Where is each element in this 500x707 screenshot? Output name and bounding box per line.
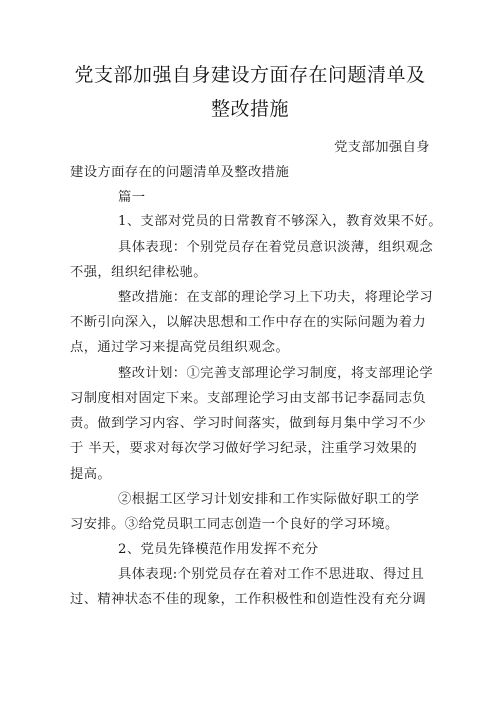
paragraph-line: 不强，组织纪律松驰。 xyxy=(70,265,207,280)
section-label: 篇一 xyxy=(118,190,146,205)
paragraph-line: 具体表现:个别党员存在着对工作不思进取、得过且 xyxy=(118,567,425,582)
paragraph-line: ②根据工区学习计划安排和工作实际做好职工的学 xyxy=(118,492,420,507)
paragraph-line: 提高。 xyxy=(70,467,112,482)
paragraph-line: 点，通过学习来提高党员组织观念。 xyxy=(70,340,290,355)
paragraph-line: 整改措施：在支部的理论学习上下功夫，将理论学习 xyxy=(118,290,434,305)
paragraph-line: 整改计划：①完善支部理论学习制度，将支部理论学 xyxy=(118,366,434,381)
document-title-line-1: 党支部加强自身建设方面存在问题清单及 xyxy=(74,64,426,86)
paragraph-line: 习安排。③给党员职工同志创造一个良好的学习环境。 xyxy=(70,517,399,532)
document-title-line-2: 整改措施 xyxy=(210,98,289,120)
subtitle-line-1: 党支部加强自身 xyxy=(334,140,430,155)
paragraph-line: 不断引向深入，以解决思想和工作中存在的实际问题为着力 xyxy=(70,315,427,330)
item-1-heading: 1、支部对党员的日常教育不够深入，教育效果不好。 xyxy=(118,214,442,229)
paragraph-line: 习制度相对固定下来。支部理论学习由支部书记李磊同志负 xyxy=(70,391,427,406)
item-2-heading: 2、党员先锋模范作用发挥不充分 xyxy=(118,542,319,557)
paragraph-line: 责。做到学习内容、学习时间落实，做到每月集中学习不少 xyxy=(70,416,427,431)
subtitle-line-2: 建设方面存在的问题清单及整改措施 xyxy=(70,165,290,180)
paragraph-line: 于 半天，要求对每次学习做好学习纪录，注重学习效果的 xyxy=(70,441,418,456)
paragraph-line: 具体表现：个别党员存在着党员意识淡薄，组织观念 xyxy=(118,240,434,255)
paragraph-line: 过、精神状态不佳的现象，工作积极性和创造性没有充分调 xyxy=(70,592,427,607)
